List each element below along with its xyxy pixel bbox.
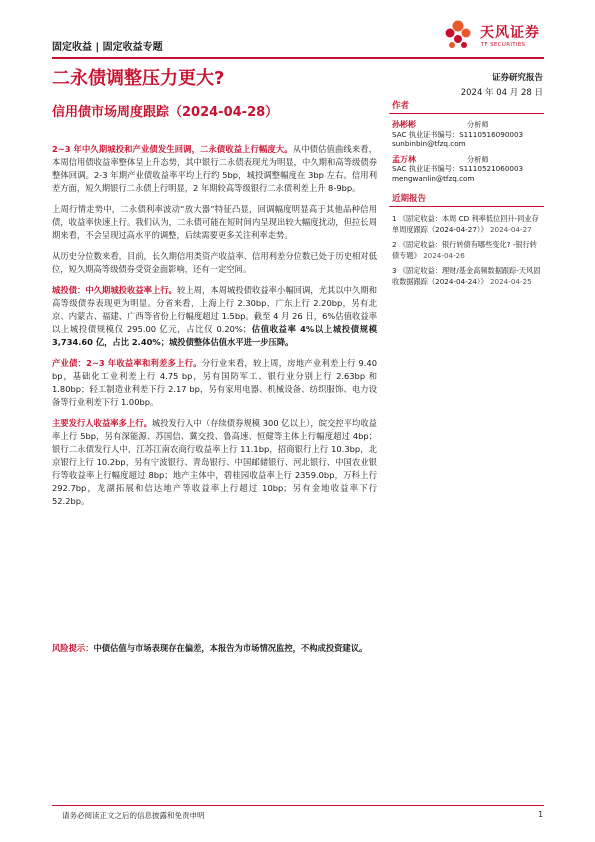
- footer-disclaimer: 请务必阅读正文之后的信息披露和免责申明: [62, 811, 205, 820]
- page-subtitle: 信用债市场周度跟踪（2024-04-28）: [52, 105, 279, 120]
- author-entry: [389, 120, 544, 149]
- related-reports: [389, 193, 544, 287]
- author-license: SAC 执业证书编号：S1110516090003: [392, 129, 524, 139]
- paragraph-percentile: 从历史分位数来看，目前，长久期信用类资产收益率、信用利差分位数已处于历史相对低位，短久期高等级债券受资金面影响，还有一定空间。: [52, 251, 377, 274]
- paragraph-keyword: 主要发行人收益率多上行。: [52, 418, 152, 428]
- paragraph-trend: 上周行情走势中，二永债利率波动“放大器”特征凸显，回调幅度明显高于其他品种信用债，收益率快速上行。我们认为，二永债可能在短时间内呈现出较大幅度扰动，但拉长周期来看，不会呈现过高水平的调整，后续需要更多关注利率走势。: [52, 204, 377, 240]
- author-email[interactable]: mengwanlin@tfzq.com: [392, 173, 475, 183]
- risk-keyword: 风险提示：: [52, 643, 94, 653]
- footer-divider: [52, 805, 544, 806]
- related-report-item[interactable]: [389, 213, 544, 235]
- page-number: 1: [538, 810, 543, 819]
- author-name: 孙彬彬: [392, 120, 416, 129]
- report-date: 2024 年 04 月 28 日: [460, 88, 543, 98]
- paragraph-text: 城投发行人中（存续债券规模 300 亿以上），皖交控平均收益率上行 5bp，另有深能源、苏国信、冀交投、鲁高速、恒健等主体上行幅度超过 4bp；银行二永债发行人中，江苏江南农商行收益率上行 11.1bp，招商银行上行 10.3bp，北京银行上行 10.2bp，另有宁波银行、青岛银行、中国邮储银行、河北银行、中国农业银行等收益率上行幅度超过 8bp；地产主体中，碧桂园收益率上行 2359.0bp，万科上行 292.7bp，龙湖拓展和信达地产等收益率上行超过 10bp；另有金地收益率下行 52.2bp。: [52, 418, 377, 506]
- author-role: 分析师: [467, 154, 489, 164]
- header-divider: [52, 57, 544, 59]
- author-entry: [389, 155, 544, 184]
- author-name: 孟万林: [392, 154, 416, 164]
- logo-name-en: TF SECURITIES: [481, 42, 526, 48]
- report-category: 固定收益 | 固定收益专题: [52, 42, 163, 53]
- report-type: 证券研究报告: [491, 73, 543, 83]
- paragraph-text: 分行业来看，较上周，房地产业利差上行 9.40 bp，基础化工业利差上行 4.75 bp，另有国防军工、银行业分别上行 2.63bp 和 1.80bp；轻工制造业利差下行 2.17 bp，另有家用电器、机械设备、纺织服饰、电力设备等行业利差下行 1.00bp。: [52, 358, 377, 407]
- paragraph-keyword: 产业债：2~3 年收益率和利差多上行。: [52, 358, 202, 368]
- paragraph-keyword: 城投债：中久期城投收益率上行。: [52, 285, 178, 295]
- related-report-item[interactable]: [389, 265, 544, 287]
- main-content: [52, 143, 377, 516]
- related-report-date: 2024-04-25: [489, 277, 532, 286]
- logo-name-cn: 天风证券: [480, 25, 540, 41]
- paragraph-bold-text: 估值收益率 4%以上城投债规模 3,734.60 亿，占比 2.40%；城投债整体估值水平进一步压降。: [52, 324, 377, 347]
- related-report-item[interactable]: [389, 239, 544, 261]
- page-title: 二永债调整压力更大?: [52, 68, 225, 89]
- author-role: 分析师: [467, 120, 489, 129]
- author-email[interactable]: sunbinbin@tfzq.com: [392, 139, 466, 148]
- author-license: SAC 执业证书编号：S1110521060003: [392, 164, 524, 173]
- paragraph-text: 较上周，本周城投债收益率小幅回调，尤其以中久期和高等级债券表现更为明显。分省来看，上海上行 2.30bp，广东上行 2.20bp，另有北京、内蒙古、福建、广西等省份上行幅度超过 1.5bp。截至 4 月 26 日，6%估值收益率以上城投债规模仅 295.00 亿元，占比仅 0.20%；: [52, 285, 377, 334]
- related-heading: 近期报告: [389, 193, 544, 207]
- paragraph-industrial-bonds: [52, 357, 377, 409]
- risk-text: 中债估值与市场表现存在偏差，本报告为市场情况监控，不构成投资建议。: [93, 643, 368, 653]
- sidebar: [389, 100, 544, 291]
- paragraph-issuers: [52, 417, 377, 508]
- related-report-date: 2024-04-26: [423, 251, 465, 260]
- related-report-title: 2 《固定收益：银行转债有哪些变化? -银行转债专题》: [392, 240, 537, 260]
- authors-heading: 作者: [389, 100, 544, 114]
- related-report-title: 1 《固定收益：本周 CD 利率低位回升-同业存单周度跟踪（2024-04-27）》: [392, 214, 539, 234]
- paragraph-summary: [52, 143, 377, 195]
- tf-securities-logo: [440, 16, 560, 56]
- risk-warning: [52, 642, 377, 655]
- paragraph-text: 从中债估值曲线来看，本周信用债收益率整体呈上升态势，其中银行二永债表现尤为明显，中久期和高等级债券整体回调。2-3 年期产业债收益率平均上行约 5bp，城投调整幅度在 3bp 左右。信用利差方面，短久期银行二永债上行明显，2 年期较高等级银行二永债利差上升 8-9bp。: [52, 144, 377, 193]
- related-report-date: 2024-04-27: [489, 225, 532, 234]
- paragraph-keyword: 2~3 年中久期城投和产业债发生回调，二永债收益上行幅度大。: [52, 144, 293, 154]
- paragraph-urban-investment: [52, 284, 377, 349]
- logo-mark-icon: [440, 16, 476, 52]
- related-report-title: 3 《固定收益：理财/基金高频数据跟踪-天风固收数据跟踪（2024-04-24）》: [392, 266, 541, 286]
